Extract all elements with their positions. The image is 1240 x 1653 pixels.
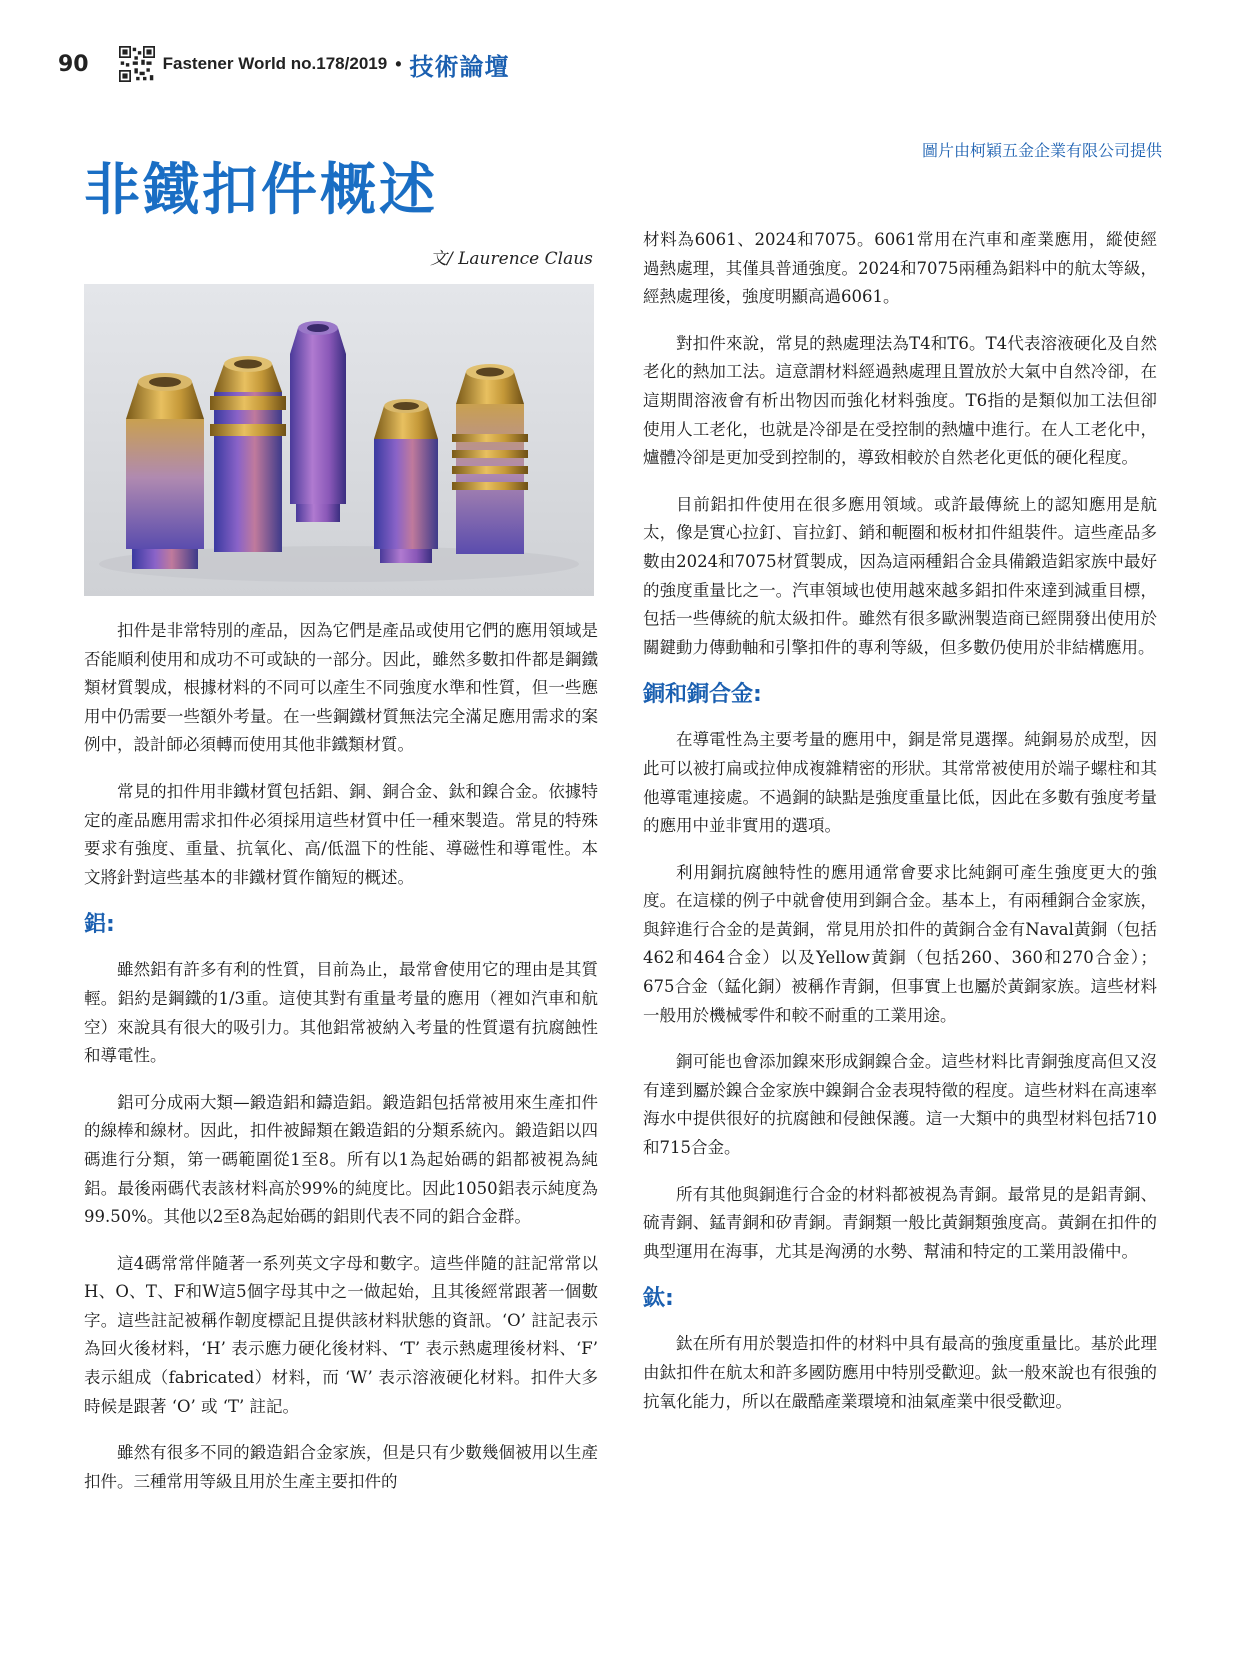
copper-paragraph-3: 銅可能也會添加鎳來形成銅鎳合金。這些材料比青銅強度高但又沒有達到屬於鎳合金家族中鎳銅合金表現特徵的程度。這些材料在高速率海水中提供很好的抗腐蝕和侵蝕保護。這一大類中的典型材料包括710和715合金。 <box>643 1052 1157 1158</box>
magazine-name: Fastener World no.178/2019 <box>162 54 388 73</box>
intro-paragraph-2: 常見的扣件用非鐵材質包括鋁、銅、銅合金、鈦和鎳合金。依據特定的產品應用需求扣件必須採用這些材質中任一種來製造。常見的特殊要求有強度、重量、抗氧化、高/低溫下的性能、導磁性和導電性。本文將針對這些基本的非鐵材質作簡短的概述。 <box>84 781 598 887</box>
right-column <box>643 226 1157 1434</box>
copper-paragraph-2: 利用銅抗腐蝕特性的應用通常會要求比純銅可產生強度更大的強度。在這樣的例子中就會使用到銅合金。基本上，有兩種銅合金家族，與鋅進行合金的是黃銅，常見用於扣件的黃銅合金有Naval黃銅（包括462和464合金）以及Yellow黃銅（包括260、360和270合金）；675合金（錳化銅）被稱作青銅，但事實上也屬於黃銅家族。這些材料一般用於機械零件和較不耐重的工業用途。 <box>643 862 1157 1025</box>
fastener-photo <box>84 284 594 596</box>
heading-aluminum: 鋁: <box>84 912 115 938</box>
section-name: 技術論壇 <box>409 52 510 81</box>
header-separator: • <box>395 53 402 74</box>
copper-paragraph-4: 所有其他與銅進行合金的材料都被視為青銅。最常見的是鋁青銅、硫青銅、錳青銅和矽青銅。青銅類一般比黃銅類強度高。黃銅在扣件的典型運用在海事，尤其是洶湧的水勢、幫浦和特定的工業用設備中。 <box>643 1184 1157 1261</box>
aluminum-paragraph-4: 雖然有很多不同的鍛造鋁合金家族，但是只有少數幾個被用以生產扣件。三種常用等級且用於生產主要扣件的 <box>84 1443 598 1491</box>
heading-titanium: 鈦: <box>643 1286 674 1312</box>
aluminum-paragraph-5: 對扣件來說，常見的熱處理法為T4和T6。T4代表溶液硬化及自然老化的熱加工法。這意謂材料經過熱處理且置放於大氣中自然冷卻，在這期間溶液會有析出物因而強化材料強度。T6指的是類似加工法但卻使用人工老化，也就是冷卻是在受控制的熱爐中進行。在人工老化中，爐體冷卻是更加受到控制的，導致相較於自然老化更低的硬化程度。 <box>643 333 1157 468</box>
heading-copper: 銅和銅合金: <box>643 682 762 708</box>
photo-credit: 圖片由柯穎五金企業有限公司提供 <box>921 141 1162 160</box>
titanium-paragraph-1: 鈦在所有用於製造扣件的材料中具有最高的強度重量比。基於此理由鈦扣件在航太和許多國防應用中特別受歡迎。鈦一般來說也有很強的抗氧化能力，所以在嚴酷產業環境和油氣產業中很受歡迎。 <box>643 1334 1157 1411</box>
copper-paragraph-1: 在導電性為主要考量的應用中，銅是常見選擇。純銅易於成型，因此可以被打扁或拉伸成複雜精密的形狀。其常常被使用於端子螺柱和其他導電連接處。不過銅的缺點是強度重量比低，因此在多數有強度考量的應用中並非實用的選項。 <box>643 730 1157 836</box>
author-byline: 文/ Laurence Claus <box>430 249 593 269</box>
qr-code-icon <box>119 46 155 82</box>
intro-paragraph-1: 扣件是非常特別的產品，因為它們是產品或使用它們的應用領域是否能順利使用和成功不可或缺的一部分。因此，雖然多數扣件都是鋼鐵類材質製成，根據材料的不同可以產生不同強度水準和性質，但一些應用中仍需要一些額外考量。在一些鋼鐵材質無法完全滿足應用需求的案例中，設計師必須轉而使用其他非鐵類材質。 <box>84 621 598 755</box>
left-column <box>84 617 598 1514</box>
aluminum-paragraph-6: 目前鋁扣件使用在很多應用領域。或許最傳統上的認知應用是航太，像是實心拉釘、盲拉釘、銷和軛圈和板材扣件組裝件。這些產品多數由2024和7075材質製成，因為這兩種鋁合金具備鍛造鋁家族中最好的強度重量比之一。汽車領域也使用越來越多鋁扣件來達到減重目標，包括一些傳統的航太級扣件。雖然有很多歐洲製造商已經開發出使用於關鍵動力傳動軸和引擎扣件的專利等級，但多數仍使用於非結構應用。 <box>643 494 1157 657</box>
aluminum-paragraph-1: 雖然鋁有許多有利的性質，目前為止，最常會使用它的理由是其質輕。鋁約是鋼鐵的1/3重。這使其對有重量考量的應用（裡如汽車和航空）來說具有很大的吸引力。其他鋁常被納入考量的性質還有抗腐蝕性和導電性。 <box>84 960 598 1066</box>
page-header <box>58 44 510 84</box>
aluminum-paragraph-4-continued: 材料為6061、2024和7075。6061常用在汽車和產業應用，縱使經過熱處理，其僅具普通強度。2024和7075兩種為鋁料中的航太等級，經熱處理後，強度明顯高過6061。 <box>643 230 1157 307</box>
aluminum-paragraph-3: 這4碼常常伴隨著一系列英文字母和數字。這些伴隨的註記常常以H、O、T、F和W這5個字母其中之一做起始，且其後經常跟著一個數字。這些註記被稱作韌度標記且提供該材料狀態的資訊。‘O’ 註記表示為回火後材料，‘H’ 表示應力硬化後材料、‘T’ 表示熱處理後材料、‘F’ 表示組成（fabricated）材料，而 ‘W’ 表示溶液硬化材料。扣件大多時候是跟著 ‘O’ 或 ‘T’ 註記。 <box>84 1253 598 1416</box>
article-title: 非鐵扣件概述 <box>84 158 438 223</box>
aluminum-paragraph-2: 鋁可分成兩大類—鍛造鋁和鑄造鋁。鍛造鋁包括常被用來生產扣件的線棒和線材。因此，扣件被歸類在鍛造鋁的分類系統內。鍛造鋁以四碼進行分類，第一碼範圍從1至8。所有以1為起始碼的鋁都被視為純鋁。最後兩碼代表該材料高於99%的純度比。因此1050鋁表示純度為99.50%。其他以2至8為起始碼的鋁則代表不同的鋁合金群。 <box>84 1092 598 1227</box>
page-number: 90 <box>58 51 89 77</box>
